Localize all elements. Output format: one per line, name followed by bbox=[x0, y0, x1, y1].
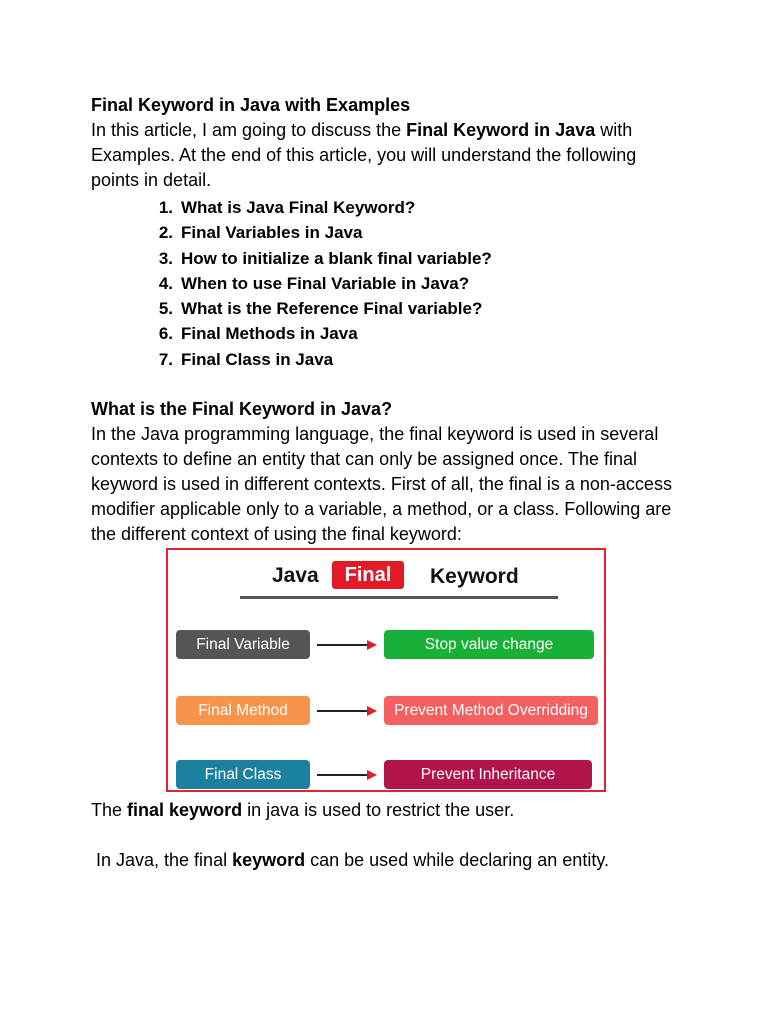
topic-text: Final Methods in Java bbox=[181, 324, 358, 344]
topic-number: 5. bbox=[158, 299, 173, 319]
topic-number: 7. bbox=[158, 349, 173, 369]
topic-number: 1. bbox=[158, 198, 173, 217]
topic-list-item bbox=[150, 220, 492, 245]
arrow-right-icon bbox=[317, 704, 377, 718]
topic-list bbox=[150, 195, 492, 372]
intro-line-1 bbox=[91, 118, 632, 143]
section-line-5: the different context of using the final keyword: bbox=[91, 524, 462, 544]
final-keyword-diagram bbox=[166, 548, 606, 792]
topic-number: 6. bbox=[158, 324, 173, 344]
prevent-method-overriding-box: Prevent Method Overridding bbox=[384, 696, 598, 725]
closing1-prefix: The bbox=[91, 800, 128, 820]
diagram-title bbox=[168, 558, 604, 592]
intro-line-2: Examples. At the end of this article, you will understand the following bbox=[91, 145, 637, 165]
closing2-bold: keyword bbox=[232, 850, 306, 870]
intro-prefix: In this article, I am going to discuss the bbox=[91, 120, 407, 140]
topic-text: When to use Final Variable in Java? bbox=[181, 273, 470, 293]
closing2-suffix: can be used while declaring an entity. bbox=[305, 850, 609, 870]
diagram-title-keyword: Keyword bbox=[430, 565, 519, 588]
intro-bold: Final Keyword in Java bbox=[406, 120, 596, 140]
topic-list-item bbox=[150, 195, 492, 220]
intro-line-3: points in detail. bbox=[91, 170, 212, 190]
section-line-1: In the Java programming language, the final keyword is used in several bbox=[91, 424, 659, 444]
topic-text: What is the Reference Final variable? bbox=[181, 299, 483, 319]
closing2-prefix: In Java, the final bbox=[91, 850, 233, 870]
topic-list-item bbox=[150, 246, 492, 271]
topic-list-item bbox=[150, 321, 492, 346]
closing1-bold: final keyword bbox=[127, 800, 243, 820]
closing-line-2 bbox=[91, 848, 609, 873]
topic-number: 3. bbox=[158, 248, 173, 268]
section-heading: What is the Final Keyword in Java? bbox=[91, 399, 393, 419]
arrow-right-icon bbox=[317, 638, 377, 652]
stop-value-change-box: Stop value change bbox=[384, 630, 594, 659]
prevent-inheritance-box: Prevent Inheritance bbox=[384, 760, 592, 789]
section-line-3: keyword is used in different contexts. First of all, the final is a non-access bbox=[91, 474, 672, 494]
final-method-box: Final Method bbox=[176, 696, 310, 725]
intro-suffix: with bbox=[595, 120, 633, 140]
diagram-title-final-badge: Final bbox=[332, 561, 404, 589]
topic-list-item bbox=[150, 347, 492, 372]
topic-list-item bbox=[150, 271, 492, 296]
final-variable-box: Final Variable bbox=[176, 630, 310, 659]
final-class-box: Final Class bbox=[176, 760, 310, 789]
topic-number: 4. bbox=[158, 273, 173, 293]
arrow-right-icon bbox=[317, 768, 377, 782]
topic-text: What is Java Final Keyword? bbox=[181, 198, 416, 217]
topic-list-item bbox=[150, 296, 492, 321]
section-line-2: contexts to define an entity that can only be assigned once. The final bbox=[91, 449, 638, 469]
topic-text: Final Variables in Java bbox=[181, 223, 363, 243]
topic-number: 2. bbox=[158, 223, 173, 243]
diagram-title-java: Java bbox=[272, 564, 319, 587]
section-line-4: modifier applicable only to a variable, a method, or a class. Following are bbox=[91, 499, 672, 519]
topic-text: How to initialize a blank final variable? bbox=[181, 248, 492, 268]
diagram-divider bbox=[240, 596, 558, 599]
topic-text: Final Class in Java bbox=[181, 349, 334, 369]
closing1-suffix: in java is used to restrict the user. bbox=[242, 800, 515, 820]
article-title: Final Keyword in Java with Examples bbox=[91, 95, 411, 115]
closing-line-1 bbox=[91, 798, 514, 823]
